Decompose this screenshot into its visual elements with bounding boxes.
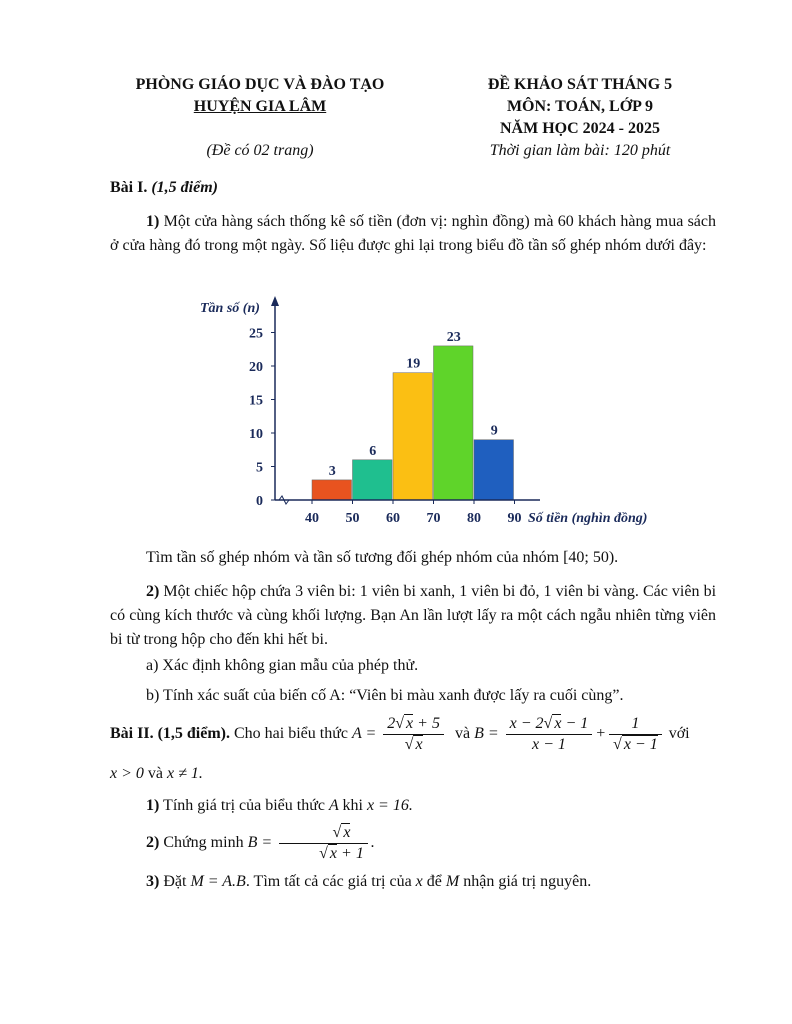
- bar-0: [312, 480, 352, 500]
- bai2-intro: Cho hai biểu thức: [234, 725, 348, 742]
- bai1-q2-num: 2): [146, 583, 160, 600]
- y-tick-label-0: 0: [256, 494, 263, 509]
- bar-label-4: 9: [490, 423, 498, 439]
- district-name: HUYỆN GIA LÂM: [193, 98, 327, 115]
- bai1-q1: [110, 210, 716, 258]
- x-tick-label-50: 50: [345, 511, 360, 526]
- bai2-title: Bài II. (1,5 điểm).: [110, 725, 230, 742]
- y-tick-label-25: 25: [249, 326, 263, 342]
- bai1-heading: [110, 176, 716, 200]
- expr-b: B = $\frac{x - 2√ x - 1}{x - 1}$ + $\frac{1}{√ x - 1}$: [474, 725, 669, 742]
- y-tick-label-15: 15: [249, 393, 263, 409]
- header-right: [440, 74, 720, 162]
- x-tick-label-70: 70: [426, 511, 441, 526]
- bai2-q2: 2) Chứng minh B = $\frac{√ x}{√ x + 1}$ .: [146, 823, 375, 862]
- bai1-q1-task: Tìm tần số ghép nhóm và tần số tương đối ghép nhóm của nhóm [40; 50).: [146, 549, 619, 566]
- y-axis-arrow: [271, 296, 279, 306]
- subject: MÔN: TOÁN, LỚP 9: [506, 98, 654, 115]
- y-tick-label-10: 10: [249, 427, 263, 442]
- bar-4: [474, 440, 514, 500]
- x-tick-label-60: 60: [386, 511, 400, 526]
- bar-label-1: 6: [369, 443, 377, 459]
- histogram-chart: [185, 292, 665, 532]
- page-count-note: (Đề có 02 trang): [206, 142, 314, 159]
- bai1-q2: [110, 580, 716, 652]
- x-tick-label-40: 40: [305, 511, 319, 526]
- bar-3: [434, 346, 474, 500]
- bai1-q1-text: Một cửa hàng sách thống kê số tiền (đơn vị: nghìn đồng) mà 60 khách hàng mua sách ở cửa hàng đó trong một ngày. Số liệu được ghi lại trong biểu đồ tần số ghép nhóm dưới đây:: [110, 213, 717, 254]
- exam-title: ĐỀ KHẢO SÁT THÁNG 5: [487, 76, 673, 93]
- x-axis-label: Số tiền (nghìn đồng): [528, 511, 648, 526]
- department-name: PHÒNG GIÁO DỤC VÀ ĐÀO TẠO: [135, 76, 385, 93]
- bar-label-3: 23: [446, 329, 461, 345]
- bar-label-2: 19: [406, 356, 421, 372]
- y-tick-label-20: 20: [249, 360, 263, 375]
- bai2-intro-line: [110, 710, 716, 758]
- bai1-q2-text: Một chiếc hộp chứa 3 viên bi: 1 viên bi xanh, 1 viên bi đỏ, 1 viên bi vàng. Các viên bi có cùng kích thước và cùng khối lượng. Bạn An lần lượt lấy ra một cách ngẫu nhiên từng viên bi từ trong hộp cho đến khi hết bi.: [110, 583, 717, 648]
- y-tick-label-5: 5: [256, 460, 263, 476]
- bai1-points: (1,5 điểm): [151, 179, 218, 196]
- header-left: [100, 74, 420, 162]
- time-limit: Thời gian làm bài: 120 phút: [489, 142, 671, 159]
- expr-a: A = $\frac{2√ x + 5}{√ x}$: [352, 725, 451, 742]
- y-axis-label: Tần số (n): [200, 301, 260, 316]
- bai1-q2a: a) Xác định không gian mẫu của phép thử.: [146, 657, 419, 674]
- bai2-with: với: [668, 725, 690, 742]
- school-year: NĂM HỌC 2024 - 2025: [500, 120, 660, 137]
- bai2-q1: 1) Tính giá trị của biểu thức A khi x = 16.: [146, 797, 413, 814]
- x-tick-label-90: 90: [507, 511, 522, 526]
- bai2-condition: x > 0 và x ≠ 1.: [110, 765, 203, 782]
- x-tick-label-80: 80: [467, 511, 481, 526]
- bar-label-0: 3: [328, 463, 336, 479]
- bai1-title: Bài I.: [110, 179, 148, 196]
- bar-2: [393, 373, 433, 500]
- bar-1: [353, 460, 393, 500]
- bai1-q1-num: 1): [146, 213, 160, 230]
- bai2-q3: 3) Đặt M = A.B. Tìm tất cả các giá trị của x để M nhận giá trị nguyên.: [146, 873, 592, 890]
- bai2-and: và: [454, 725, 471, 742]
- bai1-q2b: b) Tính xác suất của biến cố A: “Viên bi màu xanh được lấy ra cuối cùng”.: [146, 687, 624, 704]
